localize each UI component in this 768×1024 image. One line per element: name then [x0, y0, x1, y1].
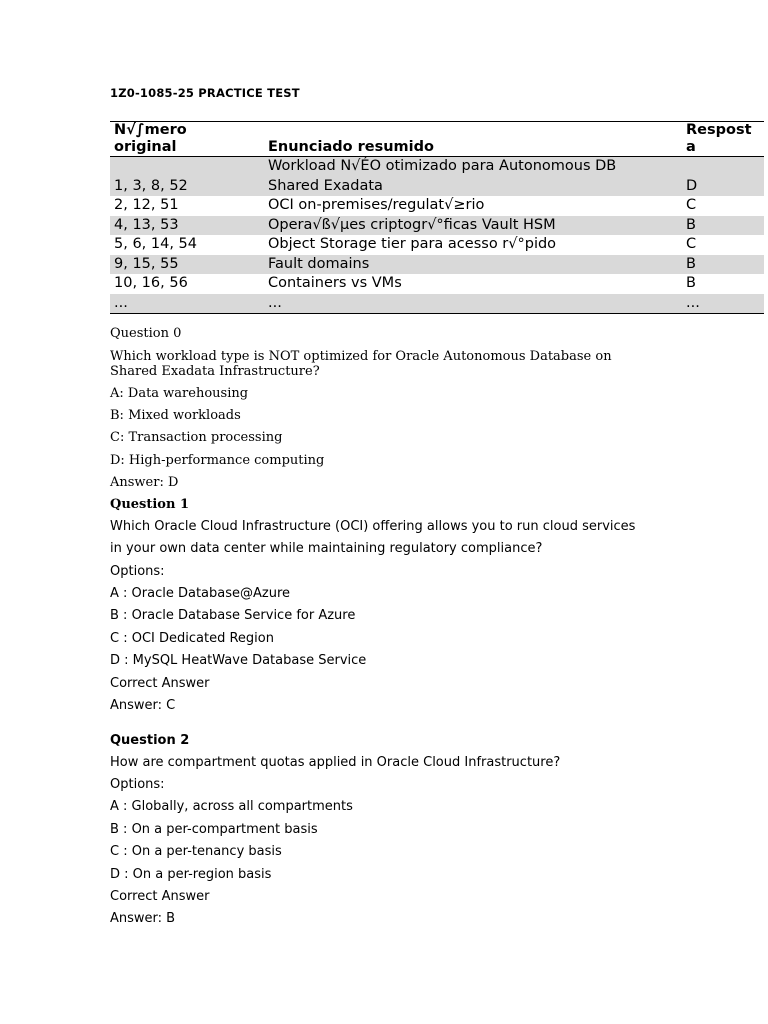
question1-option-b: B : Oracle Database Service for Azure: [110, 608, 356, 623]
question1-text-line1: Which Oracle Cloud Infrastructure (OCI) offering allows you to run cloud services: [110, 519, 636, 534]
question0-option-b: B: Mixed workloads: [110, 408, 241, 423]
table-row: 9, 15, 55 Fault domains B: [110, 255, 764, 275]
header-numero-original: N√∫mero original: [110, 122, 264, 157]
question2-option-b: B : On a per-compartment basis: [110, 822, 318, 837]
question1-correct-label: Correct Answer: [110, 676, 210, 691]
table-row: 5, 6, 14, 54 Object Storage tier para acesso r√°pido C: [114, 236, 697, 252]
table-header-row: [110, 122, 764, 157]
question2-label: Question 2: [110, 733, 190, 748]
table-row: 2, 12, 51 OCI on-premises/regulat√≥rio C: [114, 197, 697, 213]
header-enunciado: Enunciado resumido: [264, 122, 682, 157]
question0-label: Question 0: [110, 326, 182, 341]
question1-option-d: D : MySQL HeatWave Database Service: [110, 653, 367, 668]
question1-option-a: A : Oracle Database@Azure: [110, 586, 291, 601]
header-resposta: Respost a: [682, 122, 764, 157]
question2-options-label: Options:: [110, 777, 165, 792]
question0-option-c: C: Transaction processing: [110, 430, 283, 445]
table-row: 1, 3, 8, 52 Workload N√ÉO otimizado para Autonomous DB Shared Exadata D: [110, 157, 764, 197]
question2-option-c: C : On a per-tenancy basis: [110, 844, 282, 859]
question0-option-a: A: Data warehousing: [110, 386, 249, 401]
question2-option-d: D : On a per-region basis: [110, 867, 272, 882]
question2-answer: Answer: B: [110, 911, 176, 926]
question0-answer: Answer: D: [110, 475, 179, 490]
question2-correct-label: Correct Answer: [110, 889, 210, 904]
question1-label: Question 1: [110, 497, 190, 512]
table-row: 10, 16, 56 Containers vs VMs B: [114, 275, 696, 291]
question0-text: Which workload type is NOT optimized for Oracle Autonomous Database on Shared Exadata Infrastructure?: [110, 349, 612, 379]
summary-table: [110, 121, 764, 314]
question2-option-a: A : Globally, across all compartments: [110, 799, 353, 814]
question0-option-d: D: High-performance computing: [110, 453, 325, 468]
question1-text-line2: in your own data center while maintaining regulatory compliance?: [110, 541, 543, 556]
question1-option-c: C : OCI Dedicated Region: [110, 631, 274, 646]
question2-text: How are compartment quotas applied in Oracle Cloud Infrastructure?: [110, 755, 561, 770]
table-row: ... ... ...: [110, 294, 764, 314]
question1-answer: Answer: C: [110, 698, 176, 713]
document-title: 1Z0-1085-25 PRACTICE TEST: [110, 86, 300, 100]
question1-options-label: Options:: [110, 564, 165, 579]
table-row: 4, 13, 53 Opera√ß√µes criptogr√°ficas Vault HSM B: [110, 216, 764, 236]
